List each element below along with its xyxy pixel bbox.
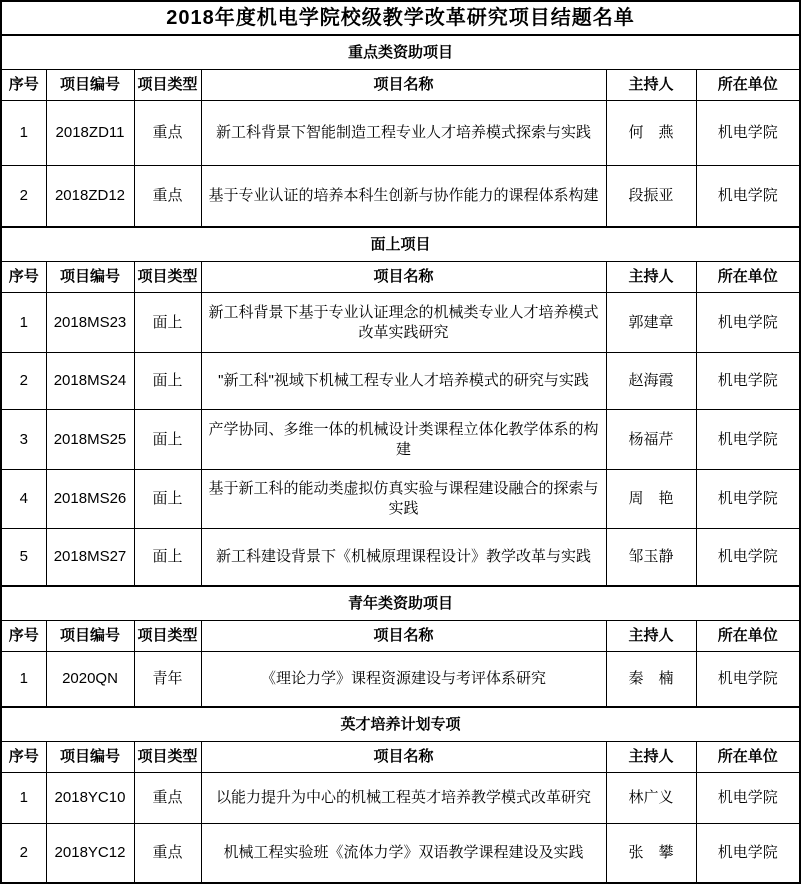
- table-row: [1, 773, 800, 824]
- cell-leader: 赵海霞: [606, 353, 696, 410]
- table-row: [1, 824, 800, 884]
- table-row: [1, 652, 800, 708]
- table-row: [1, 470, 800, 529]
- cell-leader: 杨福芹: [606, 410, 696, 470]
- cell-code: 2018MS23: [46, 293, 134, 353]
- cell-leader: 何 燕: [606, 101, 696, 166]
- cell-leader: 段振亚: [606, 166, 696, 228]
- col-header-code: 项目编号: [46, 70, 134, 101]
- table-row: [1, 293, 800, 353]
- table-row: [1, 166, 800, 228]
- col-header-leader: 主持人: [606, 262, 696, 293]
- col-header-type: 项目类型: [134, 621, 201, 652]
- cell-project-name: 基于新工科的能动类虚拟仿真实验与课程建设融合的探索与实践: [201, 470, 606, 529]
- cell-unit: 机电学院: [696, 353, 800, 410]
- cell-leader: 周 艳: [606, 470, 696, 529]
- cell-project-name: 新工科背景下智能制造工程专业人才培养模式探索与实践: [201, 101, 606, 166]
- section-header: 英才培养计划专项: [1, 707, 800, 742]
- section-header: 青年类资助项目: [1, 586, 800, 621]
- cell-index: 1: [1, 293, 46, 353]
- column-header-row: [1, 742, 800, 773]
- cell-project-name: 机械工程实验班《流体力学》双语教学课程建设及实践: [201, 824, 606, 884]
- section-header: 重点类资助项目: [1, 35, 800, 70]
- section-header-row: [1, 35, 800, 70]
- cell-project-name: 产学协同、多维一体的机械设计类课程立体化教学体系的构建: [201, 410, 606, 470]
- cell-leader: 邹玉静: [606, 529, 696, 587]
- cell-type: 重点: [134, 101, 201, 166]
- cell-project-name: 基于专业认证的培养本科生创新与协作能力的课程体系构建: [201, 166, 606, 228]
- cell-unit: 机电学院: [696, 773, 800, 824]
- cell-project-name: "新工科"视域下机械工程专业人才培养模式的研究与实践: [201, 353, 606, 410]
- col-header-leader: 主持人: [606, 70, 696, 101]
- cell-unit: 机电学院: [696, 470, 800, 529]
- cell-index: 4: [1, 470, 46, 529]
- cell-leader: 郭建章: [606, 293, 696, 353]
- section-header-row: [1, 707, 800, 742]
- cell-type: 面上: [134, 529, 201, 587]
- page-title: 2018年度机电学院校级教学改革研究项目结题名单: [1, 1, 800, 35]
- col-header-title: 项目名称: [201, 621, 606, 652]
- cell-leader: 秦 楠: [606, 652, 696, 708]
- cell-type: 重点: [134, 166, 201, 228]
- cell-code: 2018ZD11: [46, 101, 134, 166]
- col-header-type: 项目类型: [134, 262, 201, 293]
- cell-type: 青年: [134, 652, 201, 708]
- cell-index: 2: [1, 824, 46, 884]
- section-header: 面上项目: [1, 227, 800, 262]
- col-header-unit: 所在单位: [696, 262, 800, 293]
- cell-type: 重点: [134, 824, 201, 884]
- section-header-row: [1, 586, 800, 621]
- cell-unit: 机电学院: [696, 824, 800, 884]
- col-header-code: 项目编号: [46, 262, 134, 293]
- cell-index: 1: [1, 773, 46, 824]
- cell-unit: 机电学院: [696, 293, 800, 353]
- cell-unit: 机电学院: [696, 652, 800, 708]
- col-header-index: 序号: [1, 621, 46, 652]
- table-row: [1, 101, 800, 166]
- table-row: [1, 353, 800, 410]
- cell-project-name: 以能力提升为中心的机械工程英才培养教学模式改革研究: [201, 773, 606, 824]
- cell-type: 重点: [134, 773, 201, 824]
- col-header-index: 序号: [1, 262, 46, 293]
- col-header-code: 项目编号: [46, 621, 134, 652]
- section-header-row: [1, 227, 800, 262]
- column-header-row: [1, 262, 800, 293]
- cell-code: 2018ZD12: [46, 166, 134, 228]
- cell-index: 1: [1, 652, 46, 708]
- table-row: [1, 529, 800, 587]
- cell-index: 3: [1, 410, 46, 470]
- cell-code: 2018MS27: [46, 529, 134, 587]
- cell-project-name: 《理论力学》课程资源建设与考评体系研究: [201, 652, 606, 708]
- column-header-row: [1, 621, 800, 652]
- col-header-index: 序号: [1, 70, 46, 101]
- cell-index: 1: [1, 101, 46, 166]
- col-header-code: 项目编号: [46, 742, 134, 773]
- col-header-type: 项目类型: [134, 742, 201, 773]
- cell-unit: 机电学院: [696, 529, 800, 587]
- cell-type: 面上: [134, 293, 201, 353]
- cell-project-name: 新工科背景下基于专业认证理念的机械类专业人才培养模式改革实践研究: [201, 293, 606, 353]
- cell-unit: 机电学院: [696, 101, 800, 166]
- col-header-unit: 所在单位: [696, 621, 800, 652]
- col-header-title: 项目名称: [201, 262, 606, 293]
- cell-code: 2018MS24: [46, 353, 134, 410]
- cell-type: 面上: [134, 353, 201, 410]
- col-header-leader: 主持人: [606, 742, 696, 773]
- cell-leader: 张 攀: [606, 824, 696, 884]
- cell-project-name: 新工科建设背景下《机械原理课程设计》教学改革与实践: [201, 529, 606, 587]
- table-row: [1, 410, 800, 470]
- title-row: [1, 1, 800, 35]
- cell-leader: 林广义: [606, 773, 696, 824]
- cell-index: 2: [1, 166, 46, 228]
- cell-code: 2020QN: [46, 652, 134, 708]
- cell-code: 2018YC12: [46, 824, 134, 884]
- col-header-title: 项目名称: [201, 742, 606, 773]
- cell-code: 2018MS26: [46, 470, 134, 529]
- cell-unit: 机电学院: [696, 410, 800, 470]
- col-header-unit: 所在单位: [696, 742, 800, 773]
- cell-type: 面上: [134, 410, 201, 470]
- cell-index: 2: [1, 353, 46, 410]
- cell-code: 2018MS25: [46, 410, 134, 470]
- cell-type: 面上: [134, 470, 201, 529]
- col-header-title: 项目名称: [201, 70, 606, 101]
- cell-unit: 机电学院: [696, 166, 800, 228]
- col-header-index: 序号: [1, 742, 46, 773]
- cell-code: 2018YC10: [46, 773, 134, 824]
- col-header-leader: 主持人: [606, 621, 696, 652]
- col-header-unit: 所在单位: [696, 70, 800, 101]
- col-header-type: 项目类型: [134, 70, 201, 101]
- column-header-row: [1, 70, 800, 101]
- cell-index: 5: [1, 529, 46, 587]
